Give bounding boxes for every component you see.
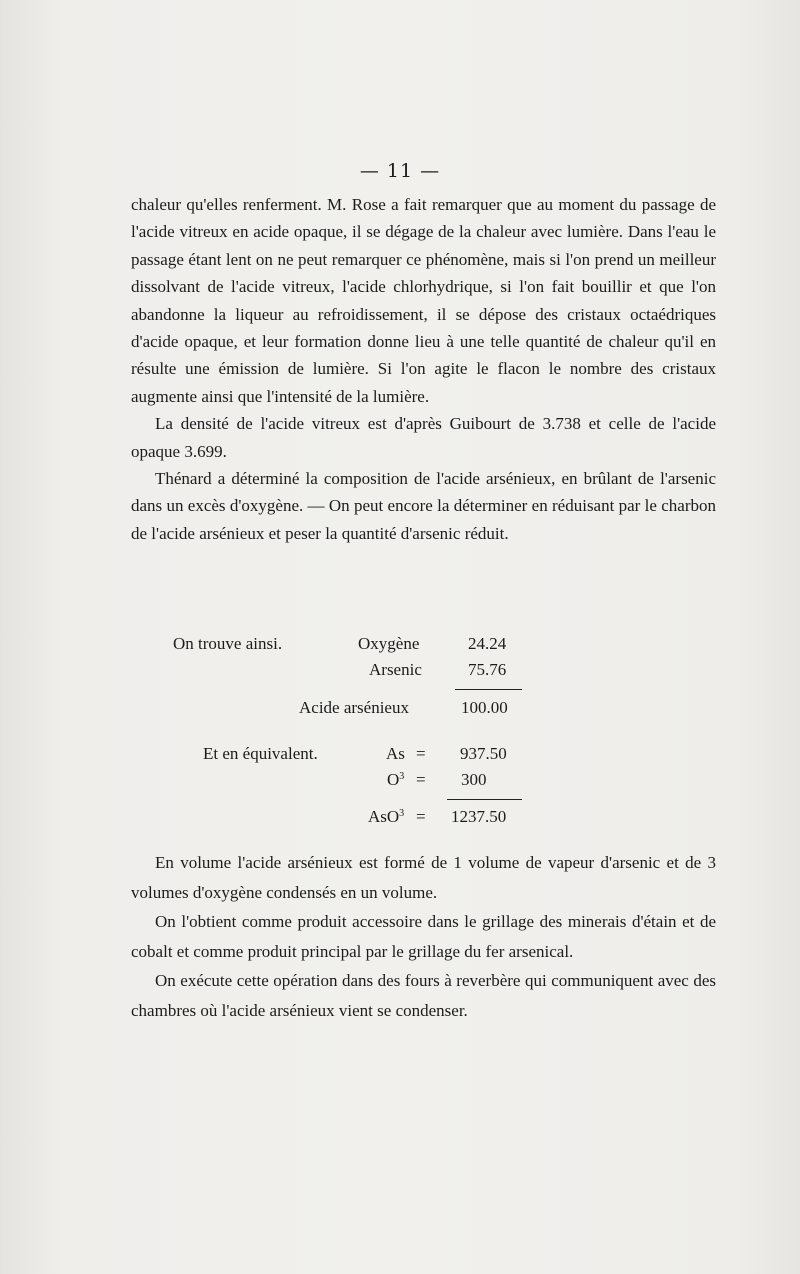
arsenic-label: Arsenic (369, 660, 422, 679)
equivalents-table (131, 740, 716, 835)
equals-sign: = (416, 744, 426, 763)
body-text-bottom (131, 848, 716, 1025)
paragraph: On exécute cette opération dans des fours à reverbère qui communiquent avec des chambres où l'acide arsénieux vient se condenser. (131, 971, 716, 1020)
equals-sign: = (416, 770, 426, 789)
oxygen-value: 24.24 (468, 634, 507, 653)
as-value: 937.50 (460, 744, 507, 763)
paragraph: Thénard a déterminé la composition de l'acide arsénieux, en brûlant de l'arsenic dans un excès d'oxygène. — On peut encore la déterminer en réduisant par le charbon de l'acide arsénieux et peser la quantité d'arsenic réduit. (131, 469, 716, 543)
o3-value: 300 (461, 770, 487, 789)
aso3-superscript: 3 (399, 808, 405, 819)
composition-table (131, 630, 716, 720)
sum-rule (447, 799, 522, 800)
arsenic-value: 75.76 (468, 660, 507, 679)
paragraph: En volume l'acide arsénieux est formé de 1 volume de vapeur d'arsenic et de 3 volumes d'oxygène condensés en un volume. (131, 853, 716, 902)
o3-superscript: 3 (399, 771, 405, 782)
equivalents-intro: Et en équivalent. (203, 744, 318, 763)
body-text-top (131, 191, 716, 547)
page-number: — 11 — (359, 160, 441, 182)
as-label: As (386, 744, 405, 763)
paragraph: On l'obtient comme produit accessoire dans le grillage des minerais d'étain et de cobalt et comme produit principal par le grillage du fer arsenical. (131, 912, 716, 961)
total-label: Acide arsénieux (299, 698, 409, 717)
total-value: 100.00 (461, 698, 508, 717)
paragraph: chaleur qu'elles renferment. M. Rose a fait remarquer que au moment du passage de l'acide vitreux en acide opaque, il se dégage de la chaleur avec lumière. Dans l'eau le passage étant lent on ne peut remarquer ce phénomène, mais si l'on prend un meilleur dissolvant de l'acide vitreux, l'acide chlorhydrique, si l'on fait bouillir et que l'on abandonne la liqueur au refroidissement, il se dépose des cristaux octaédriques d'acide opaque, et leur formation donne lieu à une telle quantité de chaleur qu'il en résulte une émission de lumière. Si l'on agite le flacon le nombre des cristaux augmente ainsi que l'intensité de la lumière. (131, 195, 716, 406)
equals-sign: = (416, 807, 426, 826)
aso3-value: 1237.50 (451, 807, 507, 826)
o3-label: $O^3$ (387, 770, 405, 789)
aso3-label: AsO$^3$ (368, 807, 405, 826)
paragraph: La densité de l'acide vitreux est d'après Guibourt de 3.738 et celle de l'acide opaque 3.699. (131, 414, 716, 461)
sum-rule (455, 689, 522, 690)
oxygen-label: Oxygène (358, 634, 420, 653)
composition-intro: On trouve ainsi. (173, 634, 283, 653)
